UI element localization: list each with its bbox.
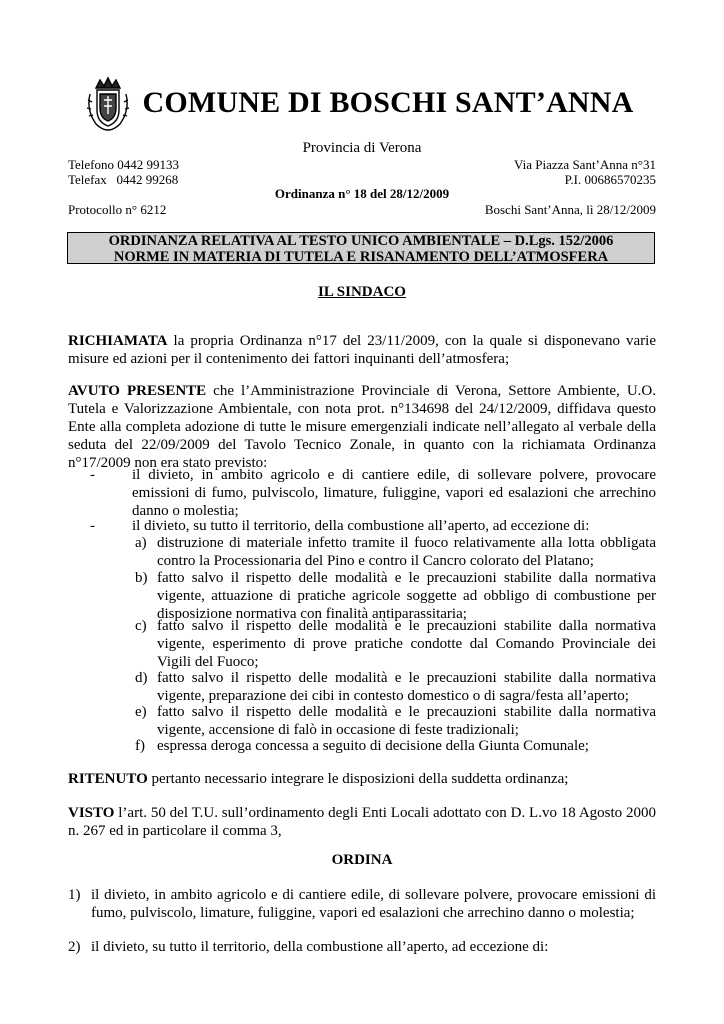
order-text: il divieto, in ambito agricolo e di cantiere edile, di sollevare polvere, provocare emissioni di fumo, pulviscolo, limature, fuliggine, vapori ed esalazioni che arrechino danno o molestia; [91,887,656,921]
subject-line-1: ORDINANZA RELATIVA AL TESTO UNICO AMBIENTALE – D.Lgs. 152/2006 [108,233,614,249]
sub-item-label: d) [135,670,148,686]
il-sindaco-heading: IL SINDACO [318,284,406,300]
sub-item-label: f) [135,738,145,754]
fax-number: Telefax 0442 99268 [68,172,179,187]
visto-text: l’art. 50 del T.U. sull’ordinamento degli Enti Locali adottato con D. L.vo 18 Agosto 2000 n. 267 ed in particolare il comma 3, [68,805,656,839]
sub-item-text: distruzione di materiale infetto tramite il fuoco relativamente alla lotta obbligata contro la Processionaria del Pino e contro il Cancro colorato del Platano; [157,535,656,569]
avuto-item-1: il divieto, in ambito agricolo e di cantiere edile, di sollevare polvere, provocare emissioni di fumo, pulviscolo, limature, fuliggine, vapori ed esalazioni che arrechino danno o molestia; [132,467,656,519]
richiamata-text: la propria Ordinanza n°17 del 23/11/2009, con la quale si disponevano varie misure ed azioni per il contenimento dei fattori inquinanti dell’atmosfera; [68,333,656,367]
order-number: 1) [68,887,81,903]
sub-item-label: e) [135,704,147,720]
sub-item-text: fatto salvo il rispetto delle modalità e le precauzioni stabilite dalla normativa vigente, esperimento di prove pratiche condotte dal Comando Provinciale dei Vigili del Fuoco; [157,618,656,670]
protocol-number: Protocollo n° 6212 [68,202,167,217]
sub-item-label: b) [135,570,148,586]
phone-number: Telefono 0442 99133 [68,157,180,172]
order-number: 2) [68,939,81,955]
sub-item-text: espressa deroga concessa a seguito di decisione della Giunta Comunale; [157,738,589,754]
ordinance-number: Ordinanza n° 18 del 28/12/2009 [274,186,450,201]
ritenuto-lead: RITENUTO [68,771,148,787]
avuto-lead: AVUTO PRESENTE [68,383,207,399]
ritenuto-text: pertanto necessario integrare le disposizioni della suddetta ordinanza; [147,771,569,787]
address: Via Piazza Sant’Anna n°31 [514,157,656,172]
municipality-title: COMUNE DI BOSCHI SANT’ANNA [142,86,634,119]
subject-box [67,232,655,264]
province-line: Provincia di Verona [302,140,422,156]
avuto-item-2: il divieto, su tutto il territorio, della combustione all’aperto, ad eccezione di: [132,518,590,534]
sub-item-text: fatto salvo il rispetto delle modalità e le precauzioni stabilite dalla normativa vigente, accensione di falò in occasione di feste tradizionali; [157,704,656,738]
richiamata-paragraph [68,332,656,368]
dash-bullet: - [90,518,95,534]
place-date: Boschi Sant’Anna, lì 28/12/2009 [484,202,656,217]
visto-lead: VISTO [68,805,115,821]
avuto-paragraph [68,382,656,472]
order-text: il divieto, su tutto il territorio, della combustione all’aperto, ad eccezione di: [91,939,549,955]
sub-item-text: fatto salvo il rispetto delle modalità e le precauzioni stabilite dalla normativa vigente, attuazione di pratiche agricole soggette ad obbligo di combustione per disposizione normativa con finalità antiparassitaria; [157,570,656,622]
sub-item-label: c) [135,618,147,634]
avuto-text: che l’Amministrazione Provinciale di Verona, Settore Ambiente, U.O. Tutela e Valorizzazione Ambientale, con nota prot. n°134698 del 24/12/2009, diffidava questo Ente alla completa adozione di tutte le misure emergenziali indicate nell’allegato al verbale della seduta del 22/09/2009 del Tavolo Tecnico Zonale, in quanto con la richiamata Ordinanza n°17/2009 non era stato previsto: [68,383,657,471]
ordina-heading: ORDINA [331,852,393,868]
sub-item-label: a) [135,535,147,551]
vat-number: P.I. 00686570235 [564,172,656,187]
subject-line-2: NORME IN MATERIA DI TUTELA E RISANAMENTO DELL’ATMOSFERA [113,249,609,265]
dash-bullet: - [90,467,95,483]
sub-item-text: fatto salvo il rispetto delle modalità e le precauzioni stabilite dalla normativa vigente, preparazione dei cibi in contesto domestico o di sagra/festa all’aperto; [157,670,656,704]
ritenuto-paragraph [68,770,656,788]
richiamata-lead: RICHIAMATA [68,333,168,349]
visto-paragraph [68,804,656,840]
